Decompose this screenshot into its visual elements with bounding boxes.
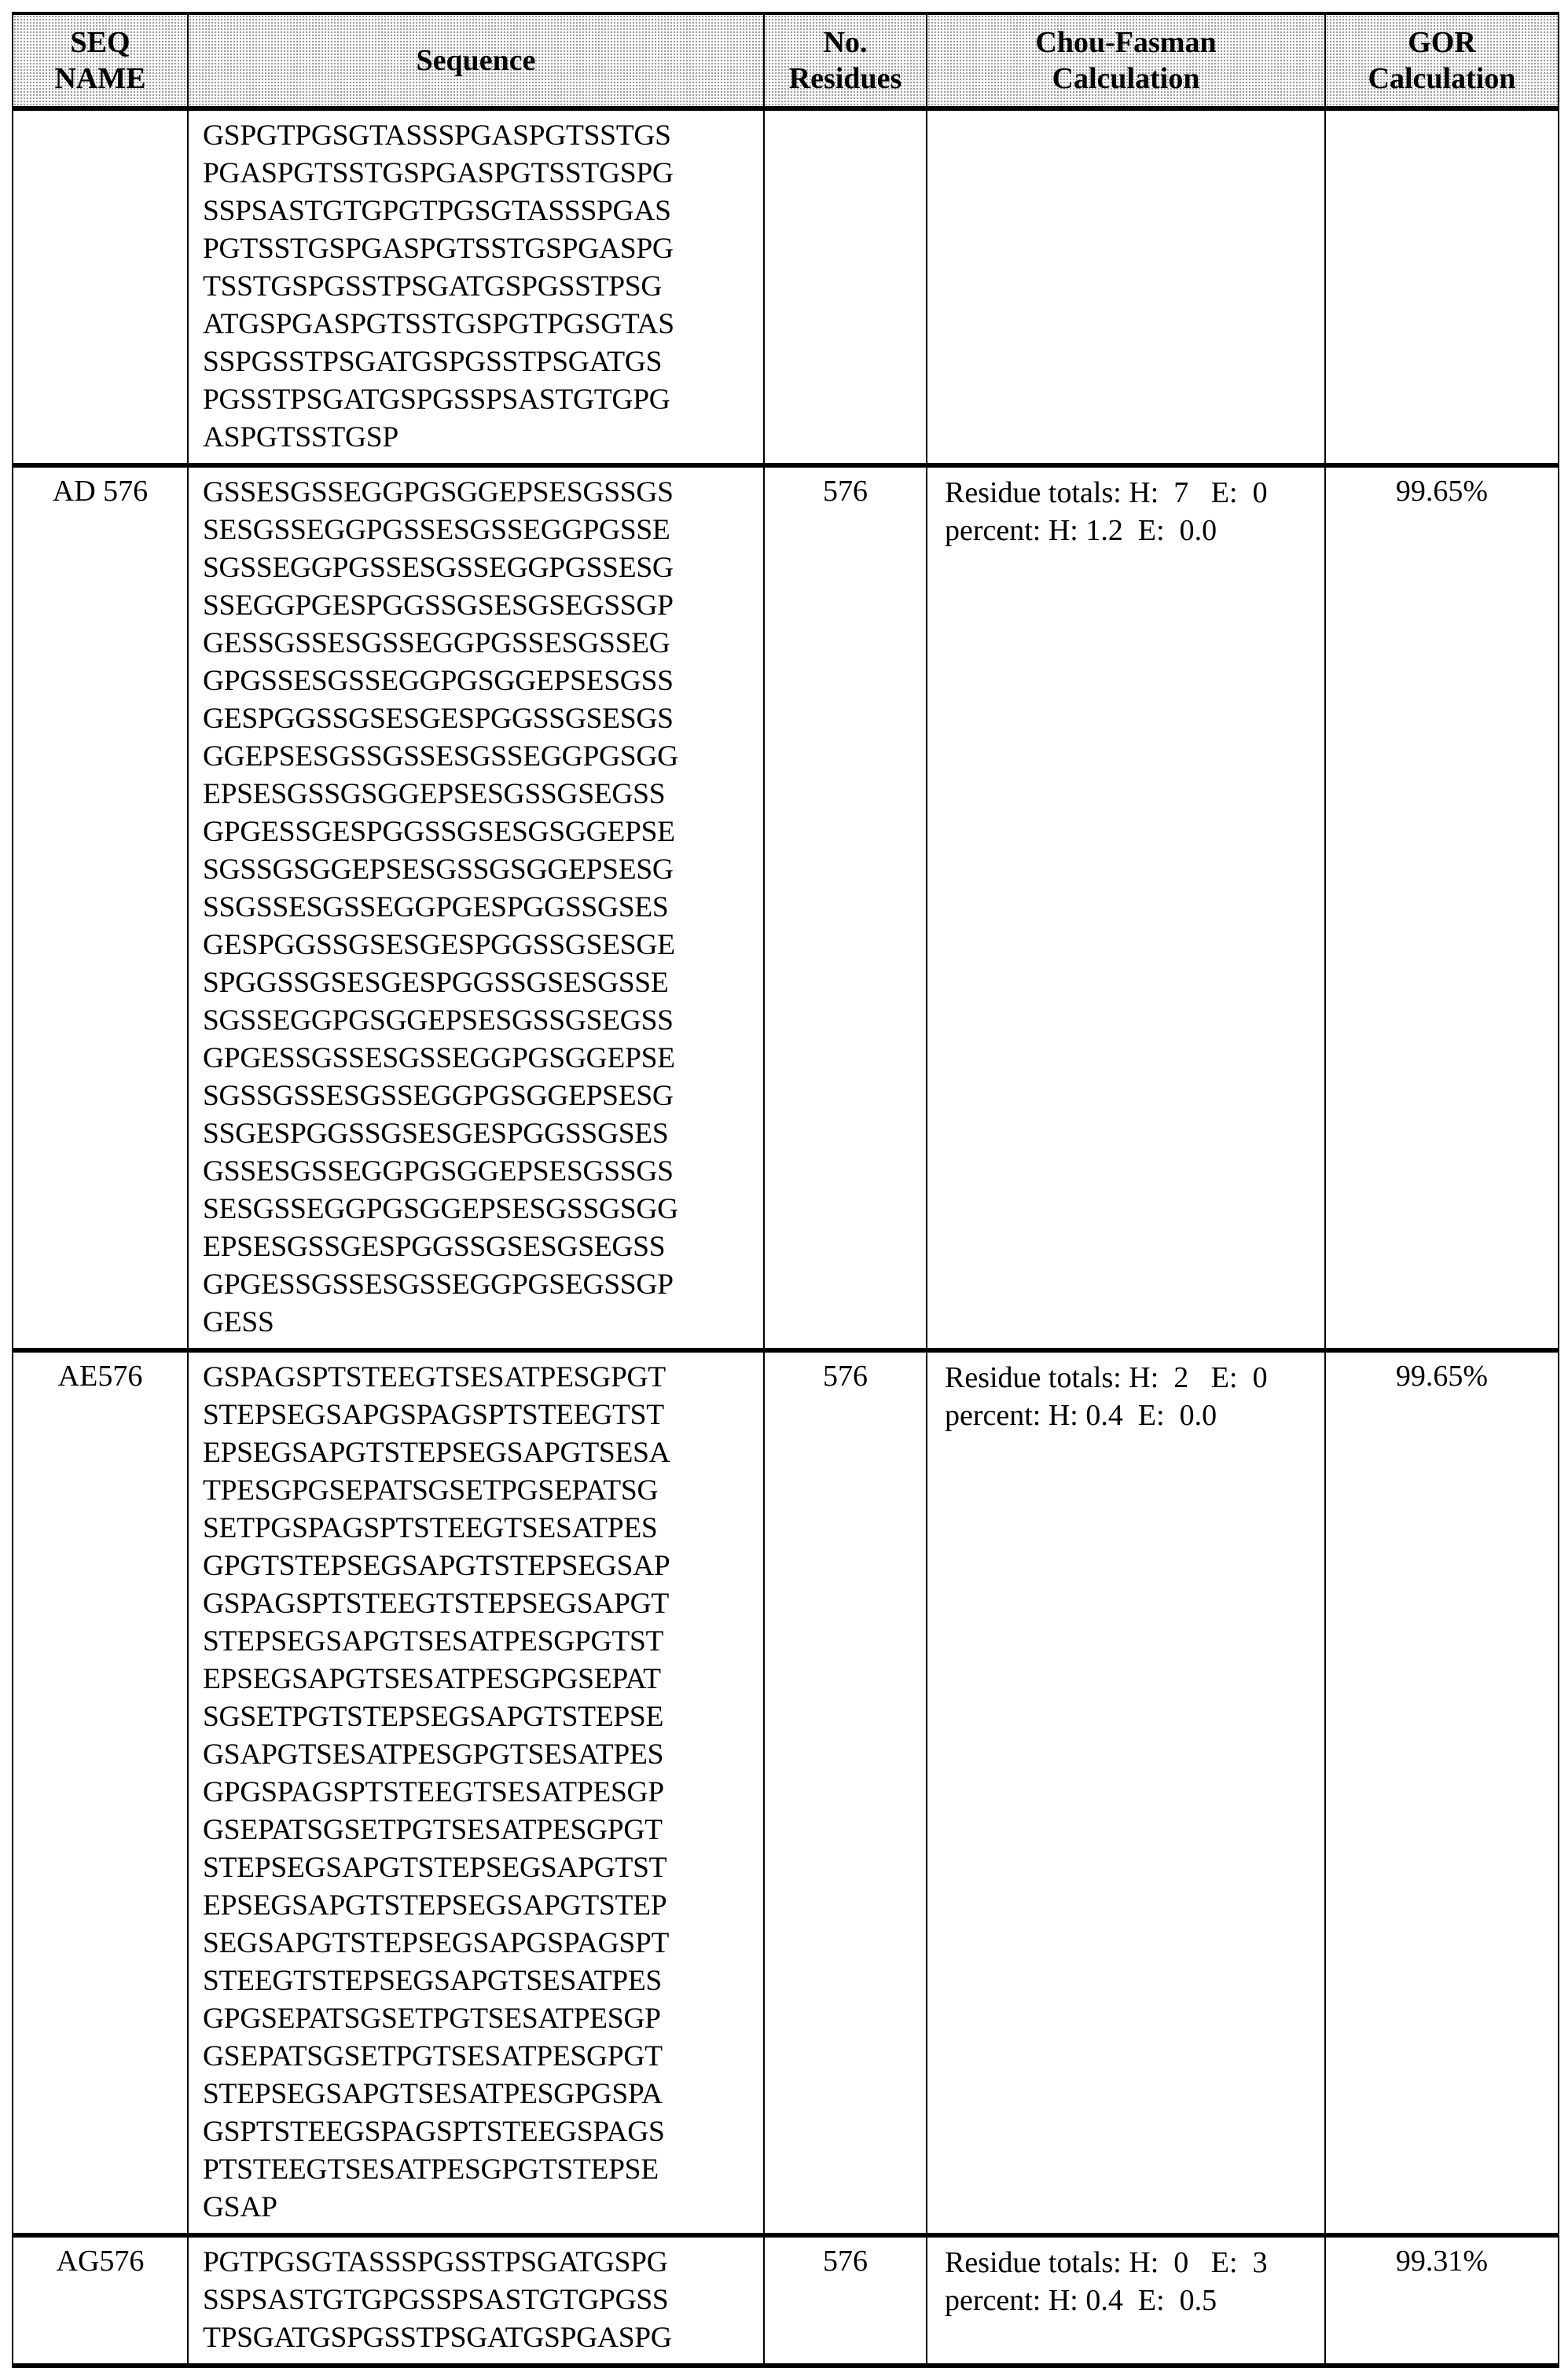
header-text: Residues [765,61,926,97]
sequence-line: SGSSGSGGEPSESGSSGSGGEPSESG [203,851,763,889]
sequence-line: STEPSEGSAPGTSESATPESGPGSPA [203,2076,763,2113]
sequence-line: EPSESGSSGESPGGSSGSESGSEGSS [203,1228,763,1266]
sequence-line: GPGESSGSSESGSSEGGPGSEGSSGP [203,1266,763,1304]
chou-fasman-cell [927,1350,1325,2235]
sequence-line: SSPSASTGTGPGTPGSGTASSSPGAS [203,193,763,230]
sequence-line: PGASPGTSSTGSPGASPGTSSTGSPG [203,155,763,193]
sequence-line: PGTSSTGSPGASPGTSSTGSPGASPG [203,230,763,268]
sequence-line: GESPGGSSGSESGESPGGSSGSESGE [203,927,763,964]
sequence-line: GPGSEPATSGSETPGTSESATPESGP [203,2000,763,2038]
sequence-line: STEPSEGSAPGTSESATPESGPGTST [203,1623,763,1661]
sequence-line: GPGTSTEPSEGSAPGTSTEPSEGSAP [203,1547,763,1585]
residues-cell: 576 [764,465,927,1350]
seq-name-cell [13,108,188,465]
sequence-line: STEPSEGSAPGSPAGSPTSTEEGTST [203,1397,763,1434]
sequence-line: SGSSEGGPGSGGEPSESGSSGSEGSS [203,1002,763,1040]
gor-cell: 99.31% [1325,2235,1559,2366]
sequence-line: GSEPATSGSETPGTSESATPESGPGT [203,1812,763,1849]
sequence-line: GPGSPAGSPTSTEEGTSESATPESGP [203,1774,763,1812]
sequence-line: SSEGGPGESPGGSSGSESGSEGSSGP [203,587,763,625]
gor-cell: 99.65% [1325,465,1559,1350]
chou-fasman-cell [927,2235,1325,2366]
sequence-line: TPESGPGSEPATSGSETPGSEPATSG [203,1472,763,1510]
header-text: No. [765,24,926,61]
sequence-table [12,12,1559,2368]
chou-fasman-totals: Residue totals: H: 0 E: 3 [945,2244,1324,2282]
sequence-line: SESGSSEGGPGSSESGSSEGGPGSSE [203,512,763,549]
header-chou-fasman [927,13,1325,108]
sequence-line: GSSESGSSEGGPGSGGEPSESGSSGS [203,1153,763,1191]
sequence-line: SSPGSSTPSGATGSPGSSTPSGATGS [203,343,763,381]
gor-cell: 99.65% [1325,1350,1559,2235]
header-text: Calculation [927,61,1324,97]
header-residues [764,13,927,108]
sequence-line: PGTPGSGTASSSPGSSTPSGATGSPG [203,2244,763,2282]
header-row [13,13,1559,108]
sequence-line: GSPTSTEEGSPAGSPTSTEEGSPAGS [203,2113,763,2151]
header-text: Calculation [1326,61,1558,97]
sequence-line: GESPGGSSGSESGESPGGSSGSESGS [203,700,763,738]
sequence-line: GPGESSGSSESGSSEGGPGSGGEPSE [203,1040,763,1078]
header-seq-name [13,13,188,108]
sequence-line: GSEPATSGSETPGTSESATPESGPGT [203,2038,763,2076]
sequence-line: GPGESSGESPGGSSGSESGSGGEPSE [203,813,763,851]
sequence-line: STEPSEGSAPGTSTEPSEGSAPGTST [203,1849,763,1887]
sequence-line: TPSGATGSPGSSTPSGATGSPGASPG [203,2319,763,2357]
sequence-line: GSPAGSPTSTEEGTSESATPESGPGT [203,1359,763,1397]
sequence-line: SSGSSESGSSEGGPGESPGGSSGSES [203,889,763,927]
sequence-line: GSAP [203,2189,763,2227]
residues-cell: 576 [764,2235,927,2366]
chou-fasman-percent: percent: H: 0.4 E: 0.5 [945,2282,1324,2319]
table-row [13,465,1559,1350]
sequence-line: GGEPSESGSSGSSESGSSEGGPGSGG [203,738,763,776]
chou-fasman-cell [927,465,1325,1350]
sequence-line: GSAPGTSESATPESGPGTSESATPES [203,1736,763,1774]
sequence-cell [188,1350,764,2235]
table-header [13,13,1559,108]
table-row [13,2235,1559,2366]
table-row [13,108,1559,465]
sequence-cell [188,465,764,1350]
sequence-line: EPSEGSAPGTSTEPSEGSAPGTSTEP [203,1887,763,1925]
header-sequence [188,13,764,108]
sequence-line: GSPGTPGSGTASSSPGASPGTSSTGS [203,117,763,155]
sequence-line: SSGESPGGSSGSESGESPGGSSGSES [203,1115,763,1153]
sequence-line: GESS [203,1304,763,1342]
sequence-line: STEEGTSTEPSEGSAPGTSESATPES [203,1962,763,2000]
sequence-line: GPGSSESGSSEGGPGSGGEPSESGSS [203,663,763,700]
sequence-line: SGSETPGTSTEPSEGSAPGTSTEPSE [203,1698,763,1736]
sequence-line: TSSTGSPGSSTPSGATGSPGSSTPSG [203,268,763,306]
residues-cell [764,108,927,465]
sequence-line: ASPGTSSTGSP [203,419,763,457]
sequence-cell [188,2235,764,2366]
header-text: Sequence [417,44,536,77]
header-gor [1325,13,1559,108]
sequence-line: SGSSEGGPGSSESGSSEGGPGSSESG [203,549,763,587]
table-body [13,108,1559,2366]
seq-name-cell: AD 576 [13,465,188,1350]
gor-cell [1325,108,1559,465]
sequence-line: GSSESGSSEGGPGSGGEPSESGSSGS [203,474,763,512]
sequence-line: GESSGSSESGSSEGGPGSSESGSSEG [203,625,763,663]
sequence-line: SEGSAPGTSTEPSEGSAPGSPAGSPT [203,1925,763,1962]
header-text: SEQ [13,24,187,61]
sequence-line: SSPSASTGTGPGSSPSASTGTGPGSS [203,2282,763,2319]
sequence-line: ATGSPGASPGTSSTGSPGTPGSGTAS [203,306,763,343]
residues-cell: 576 [764,1350,927,2235]
sequence-line: SGSSGSSESGSSEGGPGSGGEPSESG [203,1078,763,1115]
sequence-line: PTSTEEGTSESATPESGPGTSTEPSE [203,2151,763,2189]
sequence-line: EPSEGSAPGTSESATPESGPGSEPAT [203,1661,763,1698]
chou-fasman-percent: percent: H: 1.2 E: 0.0 [945,512,1324,549]
sequence-line: PGSSTPSGATGSPGSSPSASTGTGPG [203,381,763,419]
sequence-line: EPSESGSSGSGGEPSESGSSGSEGSS [203,776,763,813]
header-text: NAME [13,61,187,97]
seq-name-cell: AG576 [13,2235,188,2366]
chou-fasman-totals: Residue totals: H: 7 E: 0 [945,474,1324,512]
sequence-line: SPGGSSGSESGESPGGSSGSESGSSE [203,964,763,1002]
header-text: Chou-Fasman [927,24,1324,61]
chou-fasman-cell [927,108,1325,465]
sequence-line: SETPGSPAGSPTSTEEGTSESATPES [203,1510,763,1547]
chou-fasman-percent: percent: H: 0.4 E: 0.0 [945,1397,1324,1434]
sequence-line: SESGSSEGGPGSGGEPSESGSSGSGG [203,1191,763,1228]
header-text: GOR [1326,24,1558,61]
sequence-line: GSPAGSPTSTEEGTSTEPSEGSAPGT [203,1585,763,1623]
sequence-cell [188,108,764,465]
sequence-line: EPSEGSAPGTSTEPSEGSAPGTSESA [203,1434,763,1472]
table-row [13,1350,1559,2235]
seq-name-cell: AE576 [13,1350,188,2235]
chou-fasman-totals: Residue totals: H: 2 E: 0 [945,1359,1324,1397]
